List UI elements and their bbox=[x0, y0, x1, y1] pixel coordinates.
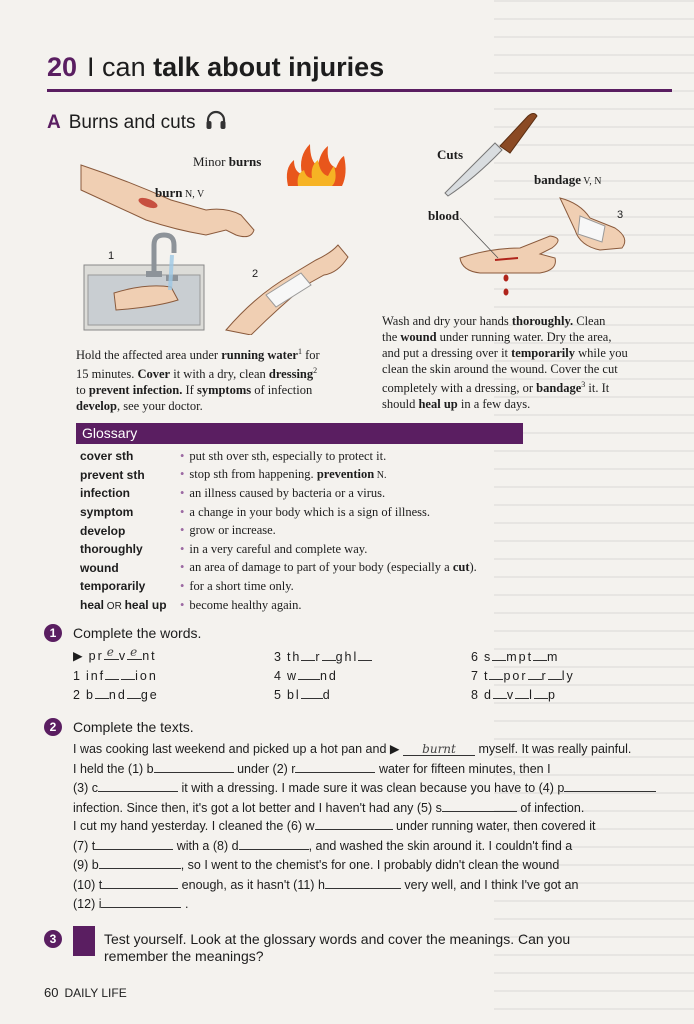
ex1-item: 5 bl d bbox=[274, 688, 332, 702]
exercise-3-number: 3 bbox=[44, 930, 62, 948]
label-bandage: bandage V, N bbox=[534, 172, 602, 187]
section-letter: A bbox=[47, 112, 61, 133]
flame-icon bbox=[282, 138, 350, 190]
glossary-heading: Glossary bbox=[76, 423, 523, 444]
unit-title bbox=[47, 52, 384, 83]
answer-gap[interactable] bbox=[325, 876, 401, 889]
answer-gap[interactable] bbox=[315, 817, 393, 830]
ex2-answer-example: burnt bbox=[403, 740, 475, 756]
exercise-1-number: 1 bbox=[44, 624, 62, 642]
answer-gap[interactable] bbox=[99, 856, 181, 869]
ex2-text-1: I was cooking last weekend and picked up a hot pan and ▶ burnt myself. It was really painful. I held the (1) b under (2) r water for fifteen minutes, then I (3) c it with a dressing. I made sure it was clean because you have to (4) p infection. Since then, it's got a lot better and I haven't had any (5) s of infection. bbox=[73, 740, 656, 818]
glossary-row: heal OR heal up • become healthy again. bbox=[80, 596, 540, 615]
ex1-item: 1 inf ion bbox=[73, 669, 158, 683]
ex1-item: 6 s mpt m bbox=[471, 650, 560, 664]
answer-gap[interactable] bbox=[442, 799, 517, 812]
answer-gap[interactable] bbox=[154, 760, 234, 773]
footer-section: DAILY LIFE bbox=[64, 986, 127, 1000]
glossary bbox=[80, 447, 540, 614]
answer-gap[interactable] bbox=[98, 779, 178, 792]
answer-gap[interactable] bbox=[564, 779, 656, 792]
burns-paragraph: Hold the affected area under running water$^1$ for 15 minutes. Cover it with a dry, clean dressing$^2$ to prevent infection. If symptoms of infection develop, see your doctor. bbox=[76, 347, 320, 414]
answer-gap[interactable] bbox=[295, 760, 375, 773]
ex1-example: ▶ pr e v e nt bbox=[73, 645, 157, 663]
label-minor-burns: Minor burns bbox=[193, 154, 262, 169]
glossary-row: wound • an area of damage to part of your body (especially a cut). bbox=[80, 559, 540, 578]
cuts-paragraph: Wash and dry your hands thoroughly. Clean the wound under running water. Dry the area, and put a dressing over it temporarily while you clean the skin around the wound. Cover the cut completely with a dressing, or bandage$^3$ it. It should heal up in a few days. bbox=[382, 314, 628, 412]
exercise-3-text: Test yourself. Look at the glossary words and cover the meanings. Can you remember the meanings? bbox=[104, 931, 571, 964]
step-3: 3 bbox=[617, 209, 624, 221]
exercise-2-number: 2 bbox=[44, 718, 62, 736]
ex1-item: 4 w nd bbox=[274, 669, 338, 683]
unit-number: 20 bbox=[47, 52, 78, 82]
headphones-icon bbox=[205, 110, 227, 136]
ex1-item: 2 b nd ge bbox=[73, 688, 159, 702]
label-blood: blood bbox=[428, 208, 460, 223]
label-cuts: Cuts bbox=[437, 147, 464, 162]
footer bbox=[44, 985, 127, 1000]
unit-title-plain: I can bbox=[87, 52, 154, 82]
ex1-item: 7 t por r ly bbox=[471, 669, 575, 683]
label-burn: burn N, V bbox=[155, 185, 205, 200]
glossary-row: thoroughly • in a very careful and complete way. bbox=[80, 540, 540, 559]
step-1: 1 bbox=[108, 250, 115, 262]
glossary-row: symptom • a change in your body which is a sign of illness. bbox=[80, 503, 540, 522]
exercise-2-title: Complete the texts. bbox=[73, 719, 194, 735]
ex1-item: 8 d v l p bbox=[471, 688, 557, 702]
glossary-row: temporarily • for a short time only. bbox=[80, 577, 540, 596]
answer-gap[interactable] bbox=[102, 876, 178, 889]
answer-gap[interactable] bbox=[95, 837, 173, 850]
exercise-1-title: Complete the words. bbox=[73, 625, 202, 641]
glossary-row: develop • grow or increase. bbox=[80, 521, 540, 540]
answer-gap[interactable] bbox=[101, 895, 181, 908]
glossary-row: prevent sth • stop sth from happening. prevention N. bbox=[80, 466, 540, 485]
unit-title-bold: talk about injuries bbox=[153, 52, 385, 82]
glossary-row: infection • an illness caused by bacteria or a virus. bbox=[80, 484, 540, 503]
section-title: Burns and cuts bbox=[68, 112, 196, 133]
glossary-row: cover sth • put sth over sth, especially to protect it. bbox=[80, 447, 540, 466]
title-rule bbox=[47, 89, 672, 92]
ex2-text-2: I cut my hand yesterday. I cleaned the (6) w under running water, then covered it (7) t with a (8) d , and washed the skin around it. I couldn't find a (9) b , so I went to the chemist's for one. I probably didn't clean the wound (10) t enough, as it hasn't (11) h very well, and I think I've got an (12) i . bbox=[73, 819, 596, 911]
step-2: 2 bbox=[252, 268, 259, 280]
cut-illustration bbox=[440, 108, 640, 303]
answer-gap[interactable] bbox=[239, 837, 309, 850]
ex1-item: 3 th r ghl bbox=[274, 648, 372, 664]
notebook-icon bbox=[73, 926, 95, 956]
section-a-heading bbox=[47, 110, 227, 136]
page-number: 60 bbox=[44, 985, 59, 1000]
